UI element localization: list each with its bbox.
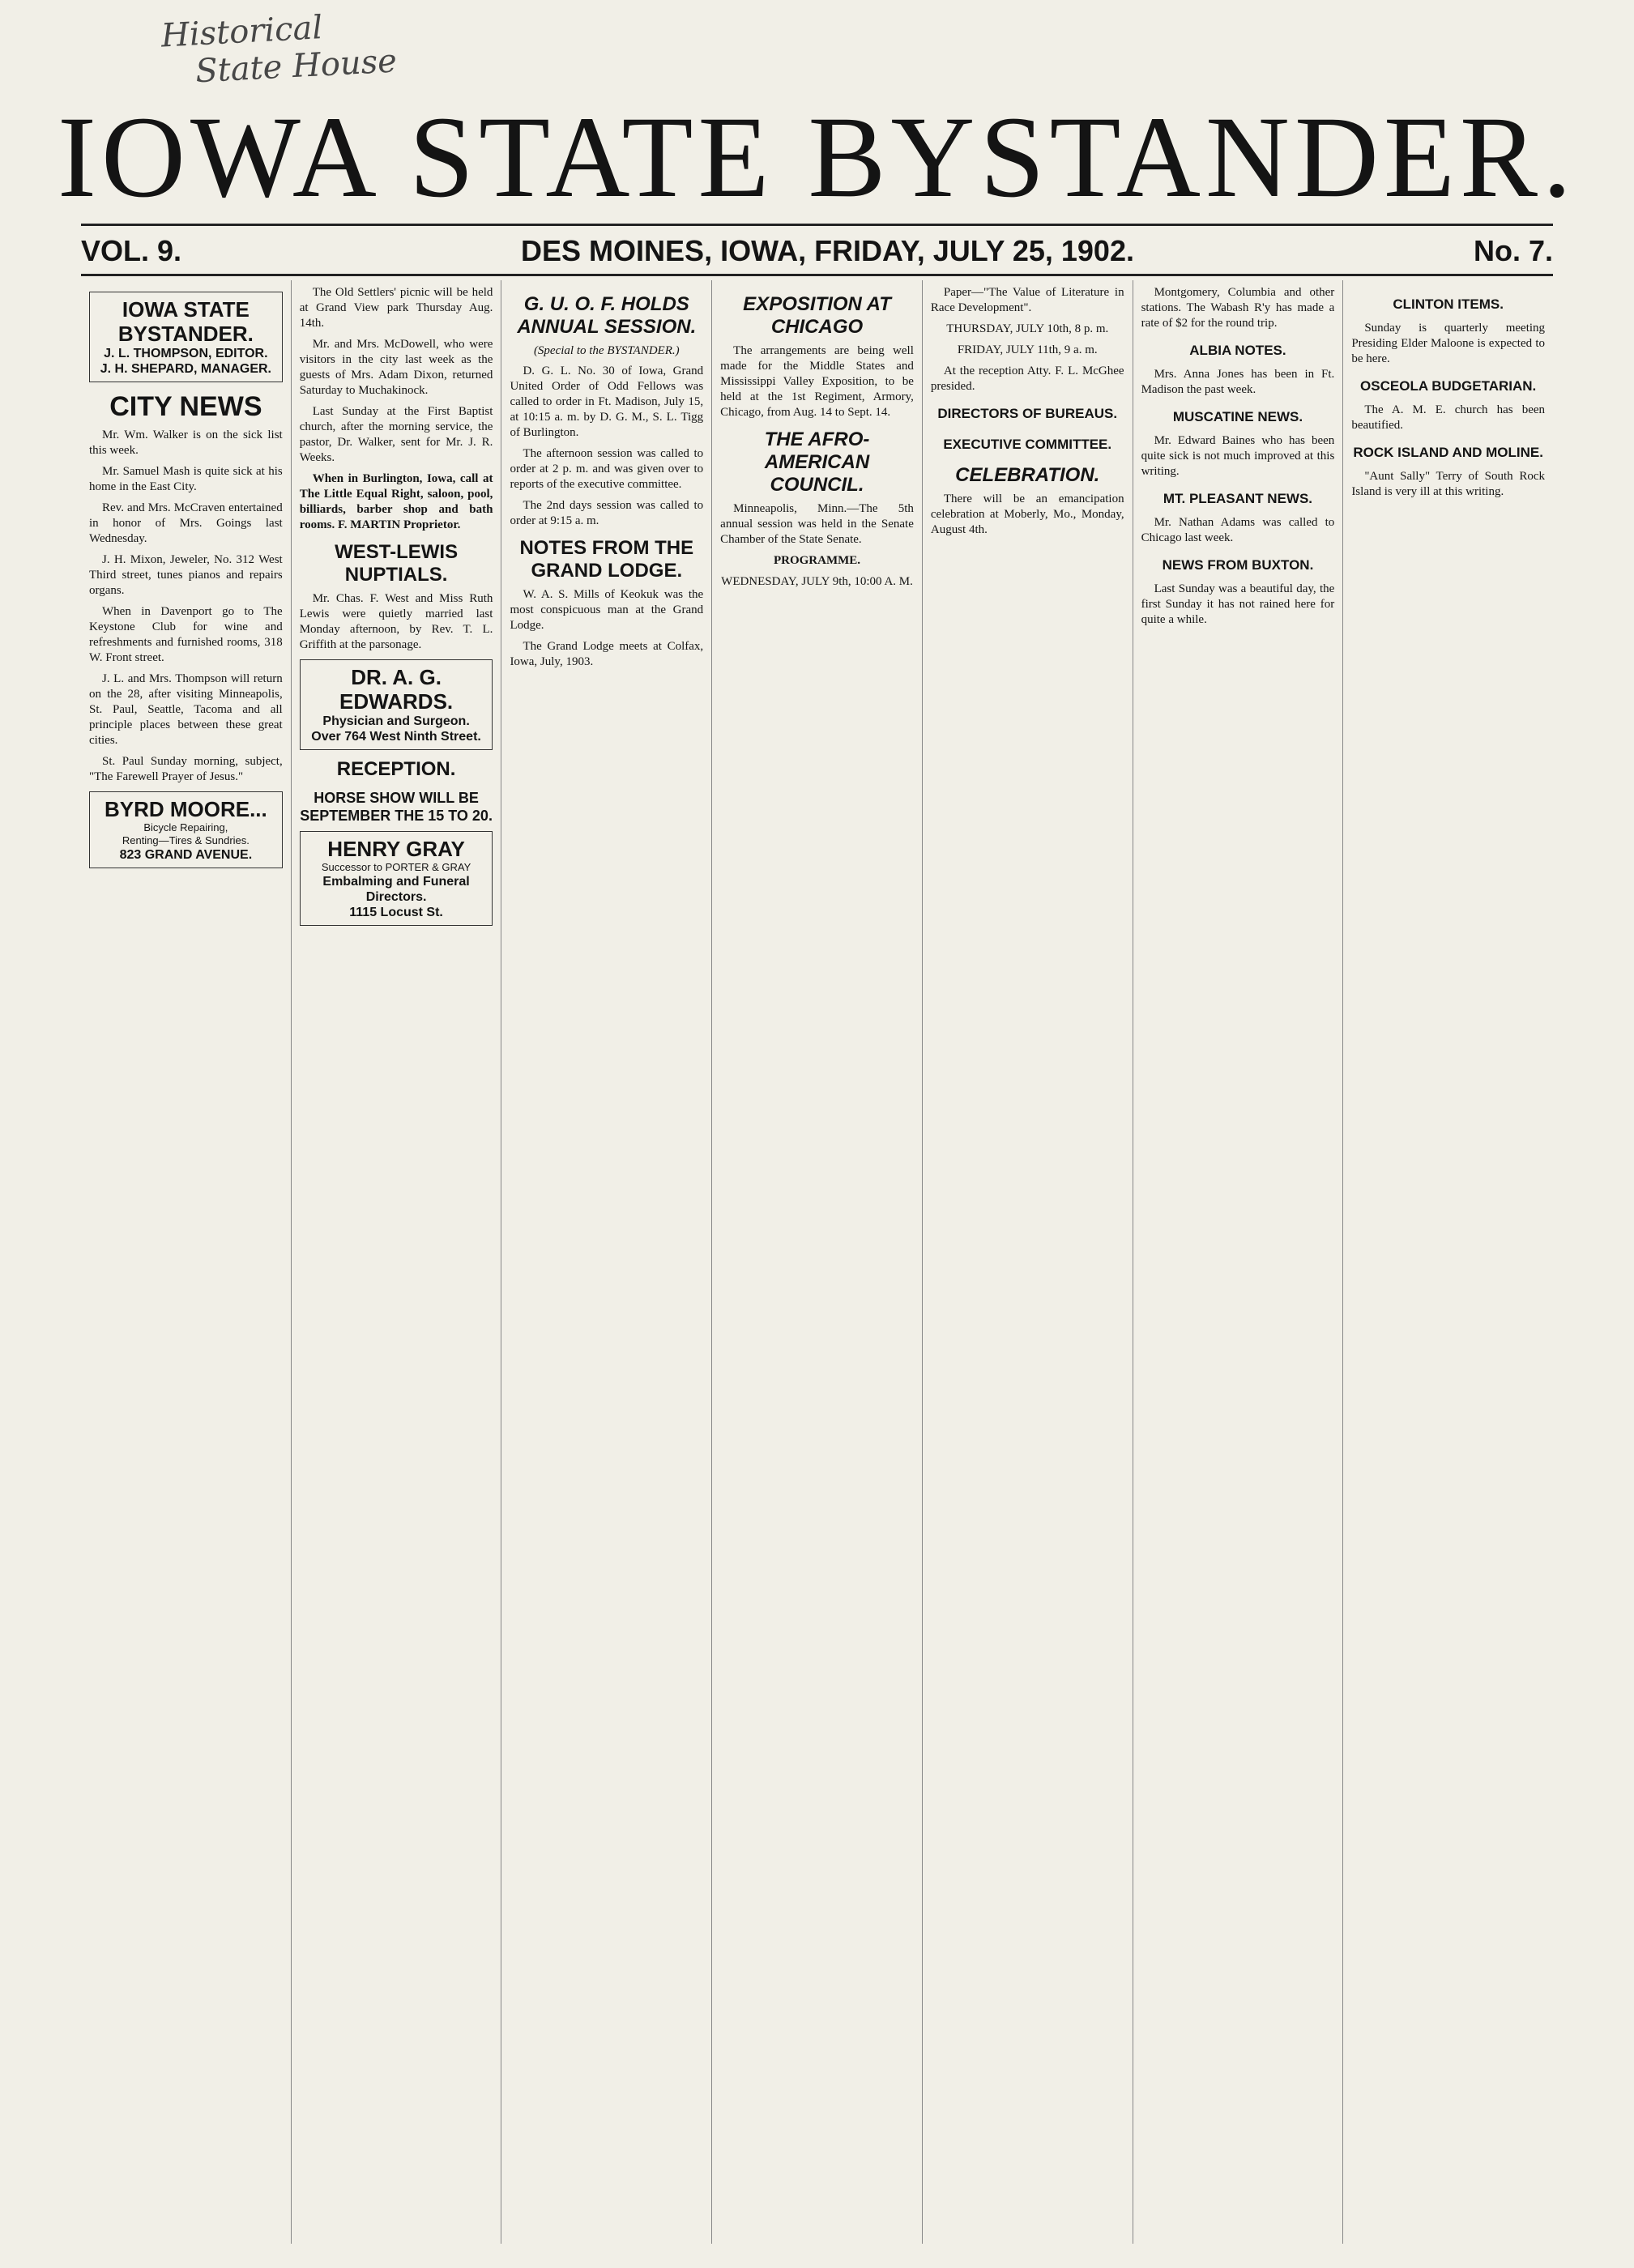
article-heading: ALBIA NOTES. xyxy=(1189,343,1286,358)
paragraph: Mr. Chas. F. West and Miss Ruth Lewis were quietly married last Monday afternoon, by Rev. T. L. Griffith at the parsonage. xyxy=(299,592,493,651)
nameplate: IOWA STATE BYSTANDER. xyxy=(58,93,1576,222)
issue-number: No. 7. xyxy=(1473,234,1553,267)
paragraph: The Grand Lodge meets at Colfax, Iowa, July, 1903. xyxy=(510,640,704,668)
paragraph: J. H. Mixon, Jeweler, No. 312 West Third street, tunes pianos and repairs organs. xyxy=(89,553,283,597)
paragraph: Last Sunday at the First Baptist church, after the morning service, the pastor, Dr. Walker, sent for Mr. J. R. Weeks. xyxy=(299,405,493,464)
paragraph: Mr. Samuel Mash is quite sick at his home in the East City. xyxy=(89,465,283,493)
paragraph: When in Burlington, Iowa, call at The Little Equal Right, saloon, pool, billiards, barber shop and bath rooms. F. MARTIN Proprietor. xyxy=(299,472,493,531)
ad-henry-gray xyxy=(300,831,493,926)
ad-line: 1115 Locust St. xyxy=(349,906,443,919)
paragraph: The A. M. E. church has been beautified. xyxy=(1351,403,1546,432)
article-heading: MUSCATINE NEWS. xyxy=(1172,409,1303,424)
paragraph: Sunday is quarterly meeting Presiding Elder Maloone is expected to be here. xyxy=(1351,322,1546,365)
ad-byrd-moore xyxy=(89,791,283,868)
handwritten-annotation xyxy=(160,6,398,92)
article-heading: MT. PLEASANT NEWS. xyxy=(1163,491,1313,506)
column-6 xyxy=(1133,280,1343,2244)
column-1 xyxy=(81,280,291,2244)
paragraph: W. A. S. Mills of Keokuk was the most conspicuous man at the Grand Lodge. xyxy=(510,588,704,632)
paragraph: Last Sunday was a beautiful day, the first Sunday it has not rained here for quite a while. xyxy=(1141,582,1335,626)
paragraph: Paper—"The Value of Literature in Race Development". xyxy=(930,286,1124,314)
ad-line: Renting—Tires & Sundries. xyxy=(122,834,250,846)
rule-top xyxy=(81,224,1553,226)
paragraph: St. Paul Sunday morning, subject, "The Farewell Prayer of Jesus." xyxy=(89,755,283,783)
paragraph: The Old Settlers' picnic will be held at Grand View park Thursday Aug. 14th. xyxy=(299,286,493,330)
paragraph: The arrangements are being well made for the Middle States and Mississippi Valley Exposition, to be held at the 1st Regiment, Armory, Chicago, from Aug. 14 to Sept. 14. xyxy=(720,344,914,419)
dateline xyxy=(81,233,1553,269)
article-heading: EXECUTIVE COMMITTEE. xyxy=(943,437,1112,452)
paragraph: WEDNESDAY, JULY 9th, 10:00 A. M. xyxy=(721,575,913,588)
ad-line: 823 GRAND AVENUE. xyxy=(119,848,253,862)
paragraph: Montgomery, Columbia and other stations. The Wabash R'y has made a rate of $2 for the round trip. xyxy=(1141,286,1335,330)
paragraph: At the reception Atty. F. L. McGhee presided. xyxy=(930,364,1124,393)
article-heading: RECEPTION. xyxy=(336,758,456,780)
article-heading: CLINTON ITEMS. xyxy=(1393,296,1504,312)
ad-title: DR. A. G. EDWARDS. xyxy=(339,665,454,714)
rule-bottom xyxy=(81,274,1553,276)
ad-line: Physician and Surgeon. xyxy=(322,714,470,728)
paragraph: D. G. L. No. 30 of Iowa, Grand United Order of Odd Fellows was called to order in Ft. Madison, July 15, at 10:15 a. m. by D. G. M., S. L. Tigg of Burlington. xyxy=(510,364,704,439)
paragraph: J. L. and Mrs. Thompson will return on the 28, after visiting Minneapolis, St. Paul, Seattle, Tacoma and all principle places between these great cities. xyxy=(89,672,283,747)
article-heading: EXPOSITION AT CHICAGO xyxy=(743,293,891,338)
column-5 xyxy=(922,280,1133,2244)
place-date: DES MOINES, IOWA, FRIDAY, JULY 25, 1902. xyxy=(521,234,1134,267)
article-heading: NOTES FROM THE GRAND LODGE. xyxy=(519,537,694,582)
ad-line: Successor to PORTER & GRAY xyxy=(321,861,471,873)
paragraph: When in Davenport go to The Keystone Club for wine and refreshments and furnished rooms, 318 W. Front street. xyxy=(89,605,283,664)
column-4 xyxy=(711,280,922,2244)
article-heading: WEST-LEWIS NUPTIALS. xyxy=(335,541,459,586)
article-heading: DIRECTORS OF BUREAUS. xyxy=(937,406,1118,421)
column-7 xyxy=(1342,280,1553,2244)
masthead-line: J. H. SHEPARD, MANAGER. xyxy=(100,362,271,376)
article-heading: THE AFRO-AMERICAN COUNCIL. xyxy=(764,428,870,496)
paragraph: There will be an emancipation celebration at Moberly, Mo., Monday, August 4th. xyxy=(930,492,1124,536)
paragraph: "Aunt Sally" Terry of South Rock Island is very ill at this writing. xyxy=(1351,470,1546,498)
city-news-heading: CITY NEWS xyxy=(109,391,262,422)
ad-line: Over 764 West Ninth Street. xyxy=(311,730,481,744)
article-heading: HORSE SHOW WILL BE SEPTEMBER THE 15 TO 20. xyxy=(300,790,493,824)
column-2 xyxy=(291,280,501,2244)
article-heading: OSCEOLA BUDGETARIAN. xyxy=(1360,378,1537,394)
article-heading: NEWS FROM BUXTON. xyxy=(1162,557,1314,573)
masthead-title: IOWA STATE BYSTANDER. xyxy=(117,297,254,346)
paragraph: THURSDAY, JULY 10th, 8 p. m. xyxy=(946,322,1109,335)
column-3 xyxy=(501,280,711,2244)
paragraph: The afternoon session was called to order at 2 p. m. and was given over to reports of the executive committee. xyxy=(510,447,704,491)
paragraph: Mr. Wm. Walker is on the sick list this week. xyxy=(89,428,283,457)
paragraph: FRIDAY, JULY 11th, 9 a. m. xyxy=(957,343,1098,356)
paragraph: Minneapolis, Minn.—The 5th annual session was held in the Senate Chamber of the State Senate. xyxy=(720,502,914,546)
paragraph: Mrs. Anna Jones has been in Ft. Madison the past week. xyxy=(1141,368,1335,396)
ad-line: Embalming and Funeral Directors. xyxy=(322,875,470,904)
masthead-line: J. L. THOMPSON, EDITOR. xyxy=(104,347,268,360)
handwriting-line: Historical xyxy=(160,9,324,55)
paragraph: Mr. and Mrs. McDowell, who were visitors in the city last week as the guests of Mrs. Adam Dixon, returned Saturday to Muchakinock. xyxy=(299,338,493,397)
volume: VOL. 9. xyxy=(81,234,182,267)
article-heading: CELEBRATION. xyxy=(955,464,1100,486)
article-heading: ROCK ISLAND AND MOLINE. xyxy=(1353,445,1543,460)
paragraph: Mr. Nathan Adams was called to Chicago last week. xyxy=(1141,516,1335,544)
ad-title: BYRD MOORE... xyxy=(104,797,267,821)
paragraph: Mr. Edward Baines who has been quite sick is not much improved at this writing. xyxy=(1141,434,1335,478)
paragraph: PROGRAMME. xyxy=(773,554,861,567)
ad-title: HENRY GRAY xyxy=(327,837,465,861)
paragraph: The 2nd days session was called to order at 9:15 a. m. xyxy=(510,499,704,527)
article-heading: G. U. O. F. HOLDS ANNUAL SESSION. xyxy=(517,293,697,338)
ad-dr-edwards xyxy=(300,659,493,750)
columns xyxy=(81,280,1553,2244)
article-subheading: (Special to the BYSTANDER.) xyxy=(533,344,680,357)
ad-line: Bicycle Repairing, xyxy=(143,821,228,833)
paragraph: Rev. and Mrs. McCraven entertained in honor of Mrs. Goings last Wednesday. xyxy=(89,501,283,545)
handwriting-line: State House xyxy=(194,42,398,91)
masthead-box xyxy=(89,292,283,382)
